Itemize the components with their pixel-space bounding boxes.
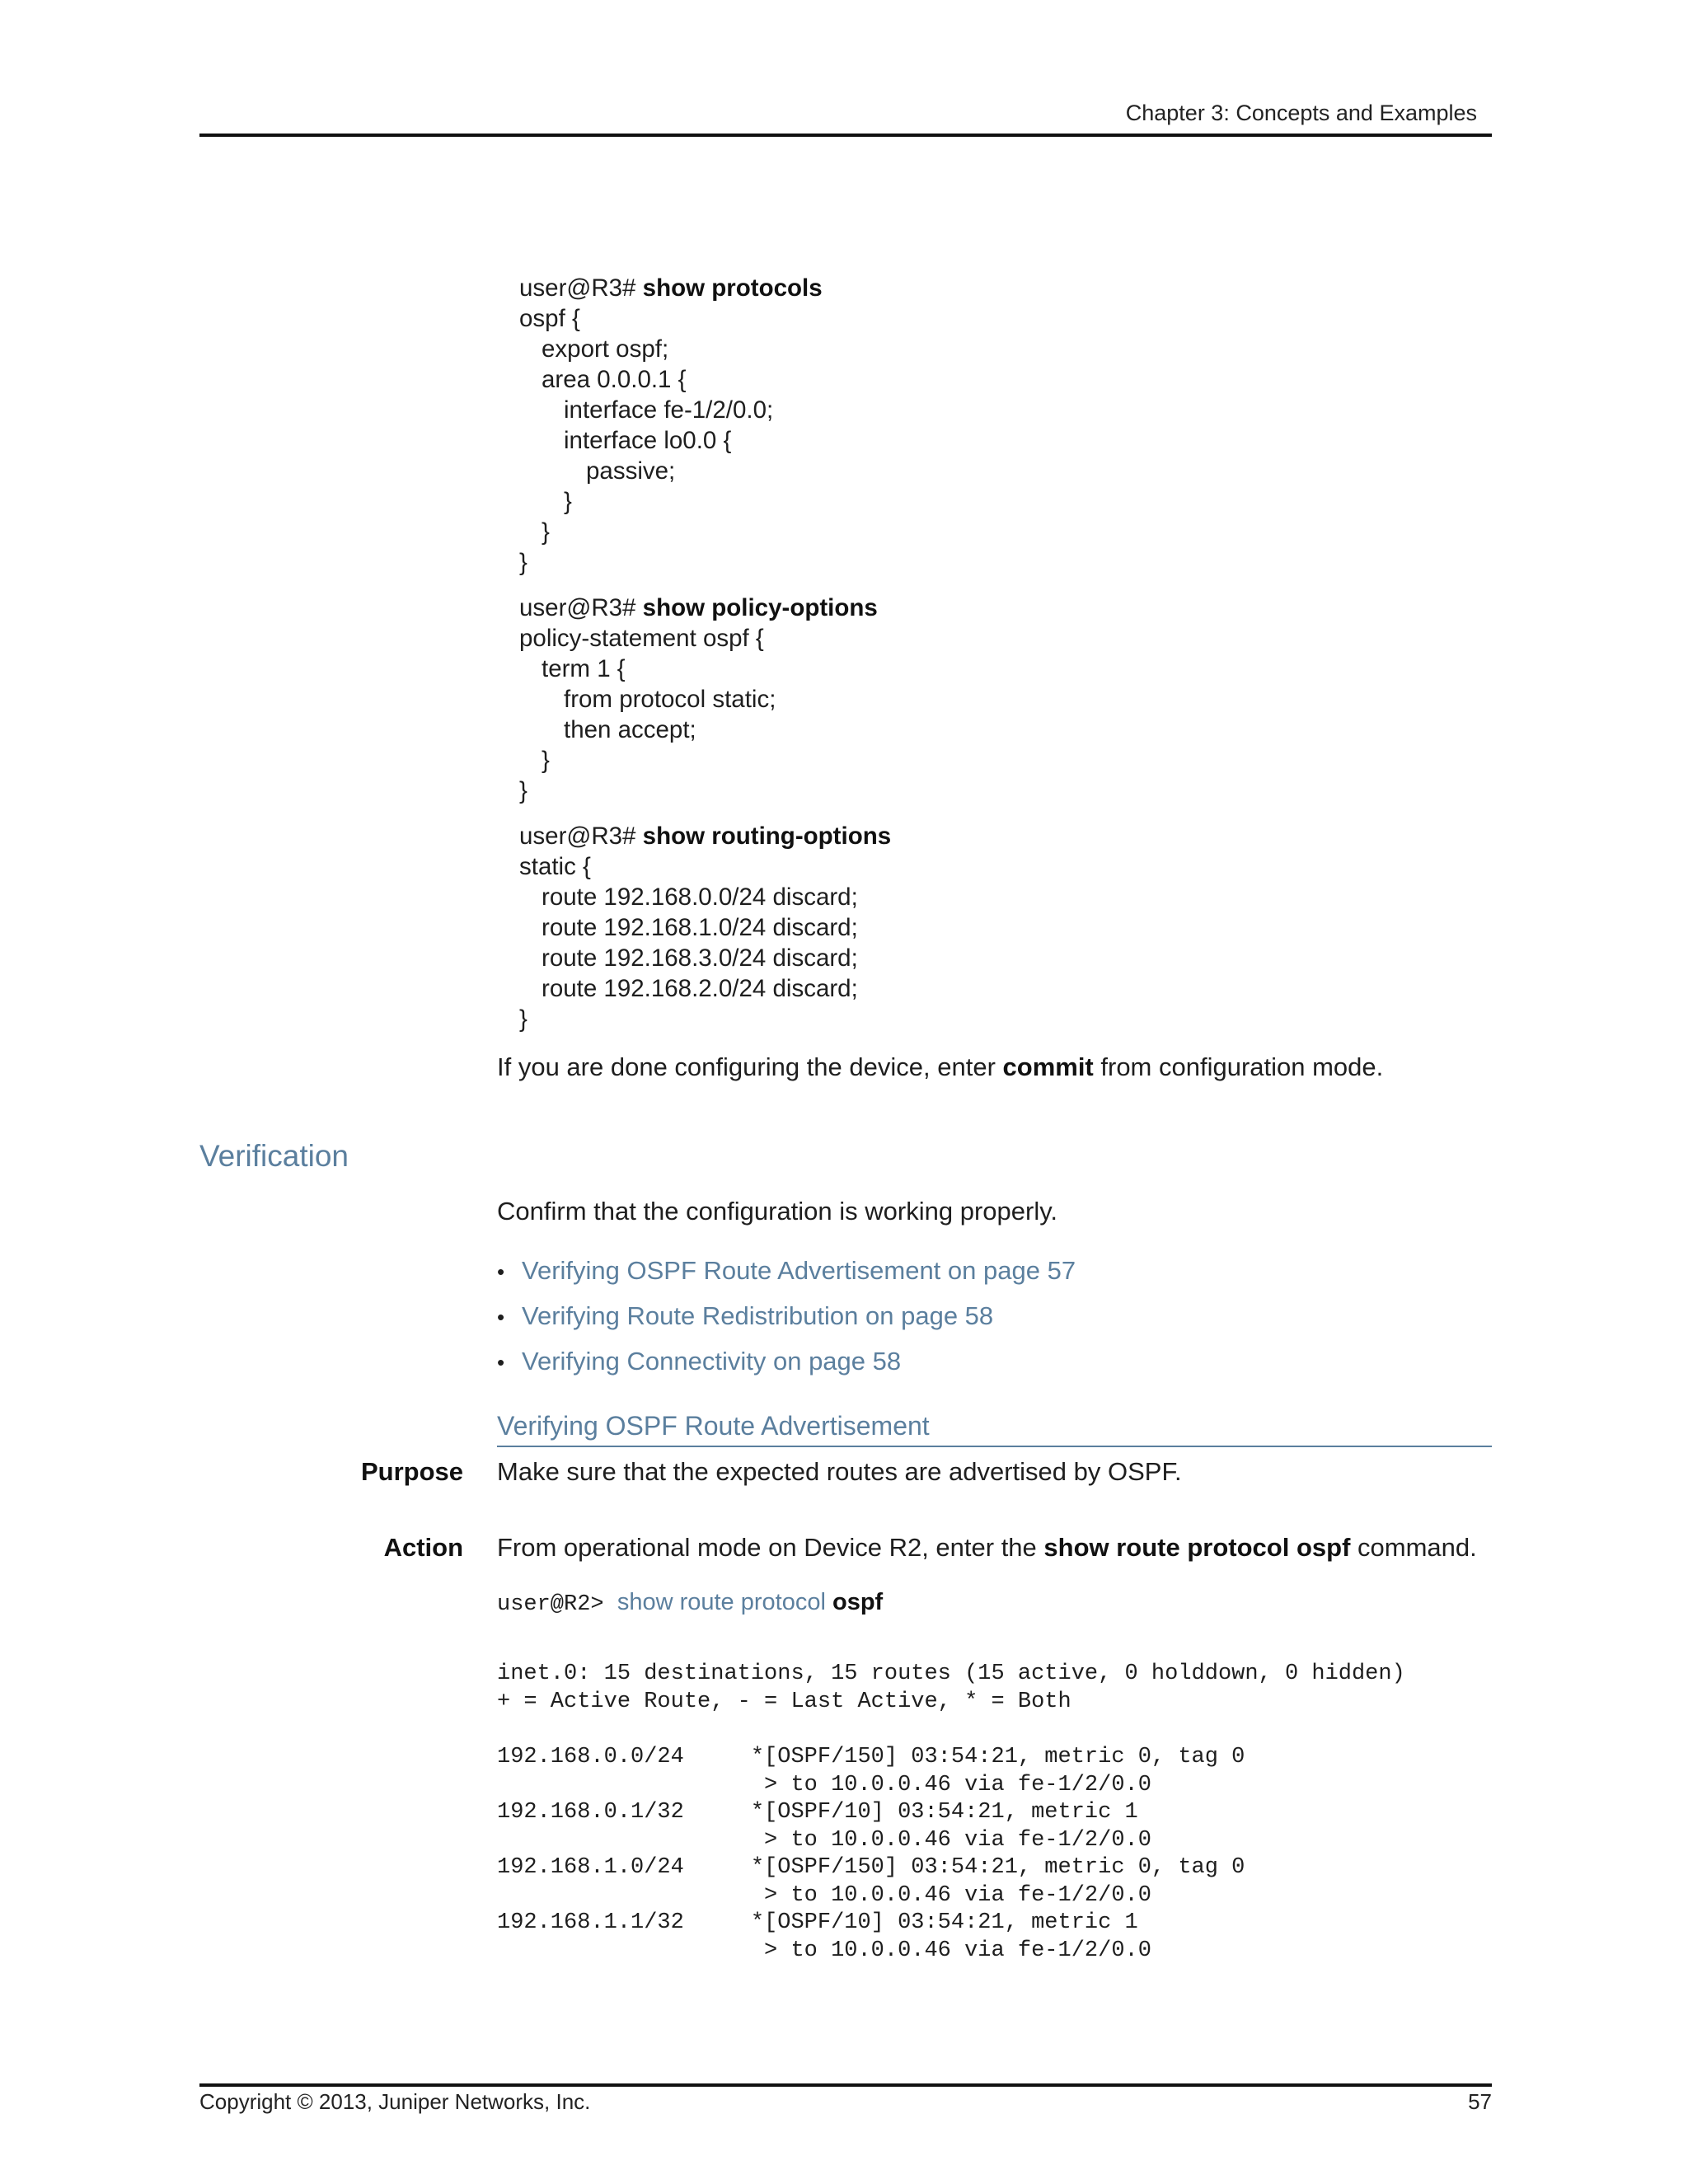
action-label: Action [383, 1533, 463, 1562]
footer-rule [199, 2083, 1492, 2087]
cli-command-keyword: show route protocol [617, 1589, 826, 1615]
commit-note-text: from configuration mode. [1093, 1052, 1384, 1081]
config-line: interface fe-1/2/0.0; [564, 396, 774, 424]
operational-command [497, 1589, 883, 1617]
action-text [497, 1533, 1477, 1563]
command-output-header: inet.0: 15 destinations, 15 routes (15 active, 0 holddown, 0 hidden) + = Active Route, - = Last Active, * = Both [497, 1661, 1405, 1714]
purpose-text: Make sure that the expected routes are advertised by OSPF. [497, 1457, 1182, 1486]
cli-prompt: user@R3# [519, 823, 643, 850]
config-line: route 192.168.2.0/24 discard; [542, 975, 858, 1002]
list-item[interactable] [497, 1256, 1076, 1286]
commit-keyword: commit [1002, 1052, 1094, 1081]
subsection-rule [497, 1446, 1492, 1447]
config-line: interface lo0.0 { [564, 427, 732, 454]
bullet-icon: • [497, 1305, 505, 1329]
commit-note [497, 1052, 1383, 1082]
config-block-routing [519, 821, 891, 1034]
cli-command-argument: ospf [825, 1589, 884, 1615]
list-item[interactable] [497, 1347, 901, 1376]
verification-intro: Confirm that the configuration is working properly. [497, 1197, 1058, 1226]
bullet-icon: • [497, 1350, 505, 1375]
config-command-line [519, 821, 891, 851]
cli-command: show policy-options [642, 594, 878, 621]
config-line: } [519, 1005, 528, 1033]
config-line: } [542, 518, 550, 546]
verification-heading: Verification [199, 1139, 349, 1173]
config-line: passive; [586, 457, 676, 485]
config-line: static { [519, 853, 591, 880]
list-item[interactable] [497, 1301, 993, 1331]
cli-command: show routing-options [642, 823, 892, 850]
config-command-line [519, 273, 823, 303]
config-line: } [542, 747, 550, 774]
subsection-heading: Verifying OSPF Route Advertisement [497, 1411, 930, 1441]
link-verify-connectivity[interactable]: Verifying Connectivity on page 58 [522, 1347, 902, 1376]
config-line: } [519, 549, 528, 576]
action-keyword: show route protocol ospf [1043, 1533, 1351, 1562]
cli-command: show protocols [642, 274, 823, 302]
cli-prompt: user@R3# [519, 274, 643, 302]
config-line: ospf { [519, 305, 580, 332]
config-block-policy [519, 593, 878, 806]
chapter-title: Chapter 3: Concepts and Examples [1125, 101, 1477, 125]
bullet-icon: • [497, 1259, 505, 1284]
copyright: Copyright © 2013, Juniper Networks, Inc. [199, 2089, 591, 2114]
config-line: area 0.0.0.1 { [542, 366, 687, 393]
config-line: export ospf; [542, 335, 669, 363]
cli-prompt: user@R3# [519, 594, 643, 621]
link-verify-ospf[interactable]: Verifying OSPF Route Advertisement on page 57 [522, 1256, 1076, 1285]
action-text-part: From operational mode on Device R2, enter the [497, 1533, 1044, 1562]
config-line: policy-statement ospf { [519, 625, 764, 652]
config-line: term 1 { [542, 655, 626, 682]
config-line: } [564, 488, 572, 515]
config-line: route 192.168.0.0/24 discard; [542, 883, 858, 911]
action-text-part: command. [1350, 1533, 1477, 1562]
page-number: 57 [1468, 2089, 1492, 2114]
header-rule [199, 134, 1492, 137]
config-block-protocols [519, 273, 823, 578]
config-line: then accept; [564, 716, 696, 743]
config-line: route 192.168.1.0/24 discard; [542, 914, 858, 941]
config-line: } [519, 777, 528, 804]
config-command-line [519, 593, 878, 623]
config-line: from protocol static; [564, 686, 776, 713]
commit-note-text: If you are done configuring the device, enter [497, 1052, 1003, 1081]
purpose-label: Purpose [360, 1457, 463, 1486]
cli-prompt: user@R2> [497, 1592, 617, 1617]
link-verify-redistribution[interactable]: Verifying Route Redistribution on page 58 [522, 1301, 994, 1330]
command-output-routes: 192.168.0.0/24 *[OSPF/150] 03:54:21, metric 0, tag 0 > to 10.0.0.46 via fe-1/2/0.0 192.168.0.1/32 *[OSPF/10] 03:54:21, metric 1 > to 10.0.0.46 via fe-1/2/0.0 192.168.1.0/24 *[OSPF/150] 03:54:21, metric 0, tag 0 > to 10.0.0.46 via fe-1/2/0.0 192.168.1.1/32 *[OSPF/10] 03:54:21, metric 1 > to 10.0.0.46 via fe-1/2/0.0 [497, 1745, 1245, 1963]
config-line: route 192.168.3.0/24 discard; [542, 944, 858, 972]
